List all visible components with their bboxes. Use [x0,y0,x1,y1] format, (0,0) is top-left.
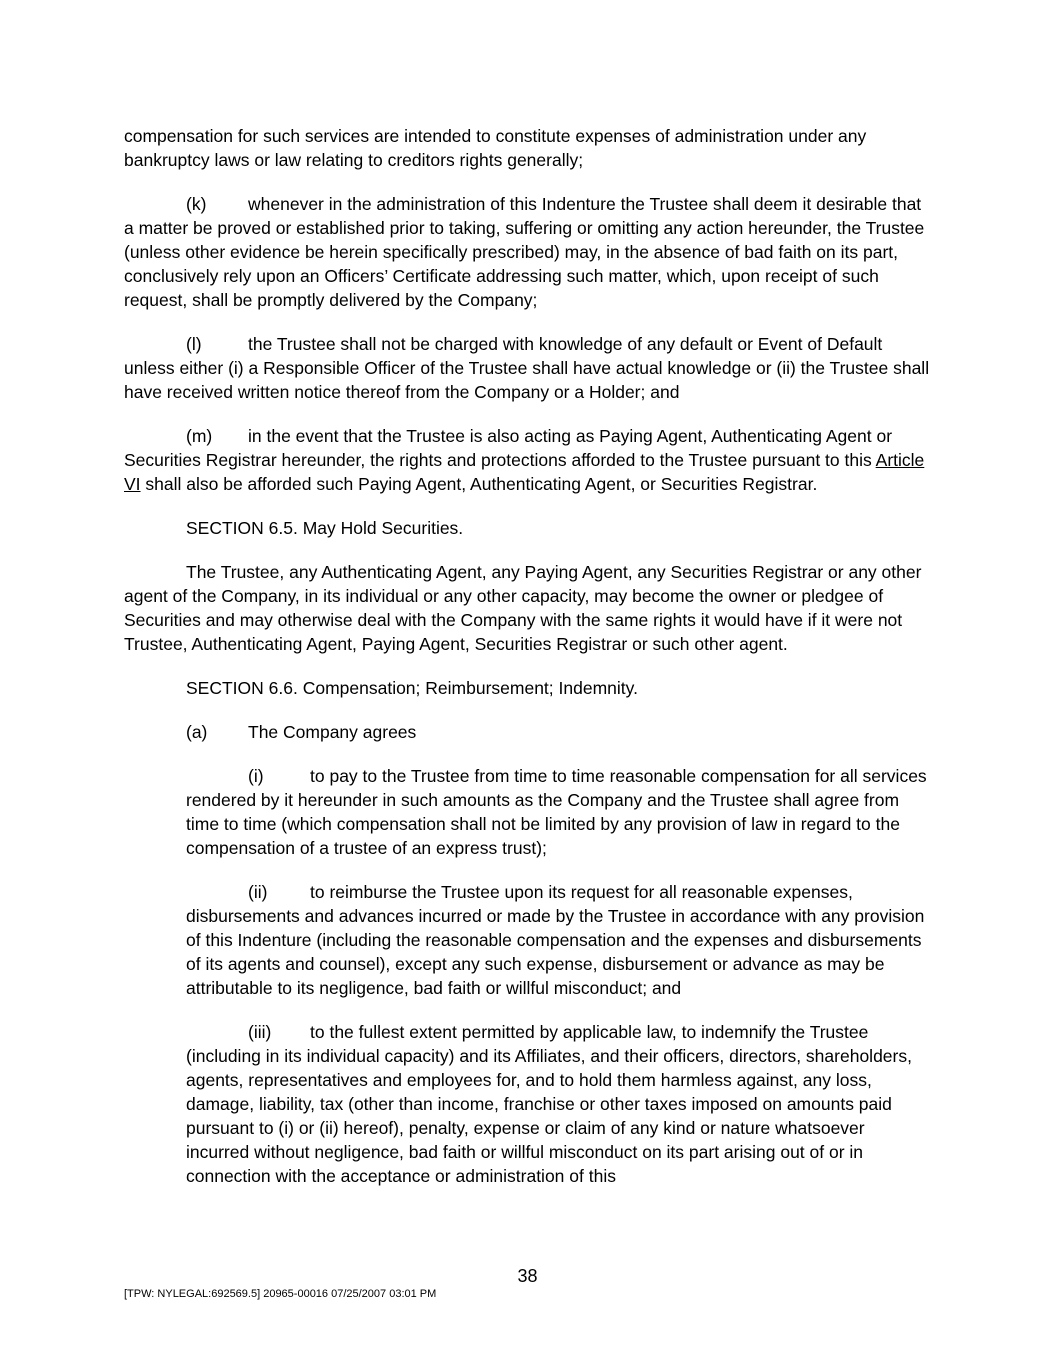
item-iii-label: (iii) [248,1022,272,1042]
item-iii [186,1020,932,1188]
section-6-5-heading: SECTION 6.5. May Hold Securities. [186,518,464,538]
item-iii-text: to the fullest extent permitted by applicable law, to indemnify the Trustee (including in its individual capacity) and its Affiliates, and their officers, directors, shareholders, agents, representatives and employees for, and to hold them harmless against, any loss, damage, liability, tax (other than income, franchise or other taxes imposed on amounts paid pursuant to (i) or (ii) hereof), penalty, expense or claim of any kind or nature whatsoever incurred without negligence, bad faith or willful misconduct on its part arising out of or in connection with the acceptance or administration of this [186,1022,912,1186]
clause-a-label: (a) [186,722,208,742]
clause-m-text-before: in the event that the Trustee is also acting as Paying Agent, Authenticating Agent or Securities Registrar hereunder, the rights and protections afforded to the Trustee pursuant to this [124,426,893,470]
item-ii [186,880,932,1000]
clause-l-text: the Trustee shall not be charged with knowledge of any default or Event of Default unless either (i) a Responsible Officer of the Trustee shall have actual knowledge or (ii) the Trustee shall have received written notice thereof from the Company or a Holder; and [124,334,930,402]
item-i-text: to pay to the Trustee from time to time reasonable compensation for all services rendered by it hereunder in such amounts as the Company and the Trustee shall agree from time to time (which compensation shall not be limited by any provision of law in regard to the compensation of a trustee of an express trust); [186,766,927,858]
clause-m-text-after: shall also be afforded such Paying Agent, Authenticating Agent, or Securities Registrar. [140,474,818,494]
item-i-label: (i) [248,766,264,786]
section-6-6-heading: SECTION 6.6. Compensation; Reimbursement; Indemnity. [186,678,638,698]
clause-l [124,332,932,404]
section-6-5-body: The Trustee, any Authenticating Agent, any Paying Agent, any Securities Registrar or any other agent of the Company, in its individual or any other capacity, may become the owner or pledgee of Securities and may otherwise deal with the Company with the same rights it would have if it were not Trustee, Authenticating Agent, Paying Agent, Securities Registrar or such other agent. [124,562,922,654]
clause-a [124,720,932,744]
article-vi-reference: Article VI [124,450,925,494]
continuation-paragraph: compensation for such services are intended to constitute expenses of administration under any bankruptcy laws or law relating to creditors rights generally; [124,126,867,170]
page-number: 38 [517,1266,538,1286]
item-ii-text: to reimburse the Trustee upon its request for all reasonable expenses, disbursements and advances incurred or made by the Trustee in accordance with any provision of this Indenture (including the reasonable compensation and the expenses and disbursements of its agents and counsel), except any such expense, disbursement or advance as may be attributable to its negligence, bad faith or willful misconduct; and [186,882,925,998]
clause-k-text: whenever in the administration of this Indenture the Trustee shall deem it desirable that a matter be proved or established prior to taking, suffering or omitting any action hereunder, the Trustee (unless other evidence be herein specifically prescribed) may, in the absence of bad faith on its part, conclusively rely upon an Officers’ Certificate addressing such matter, which, upon receipt of such request, shall be promptly delivered by the Company; [124,194,925,310]
document-footer: [TPW: NYLEGAL:692569.5] 20965-00016 07/25/2007 03:01 PM [124,1288,437,1300]
clause-k [124,192,932,312]
clause-k-label: (k) [186,194,207,214]
clause-a-text: The Company agrees [248,722,417,742]
document-body [124,124,932,1208]
clause-m [124,424,932,496]
item-ii-label: (ii) [248,882,268,902]
clause-l-label: (l) [186,334,202,354]
item-i [186,764,932,860]
clause-m-label: (m) [186,426,213,446]
